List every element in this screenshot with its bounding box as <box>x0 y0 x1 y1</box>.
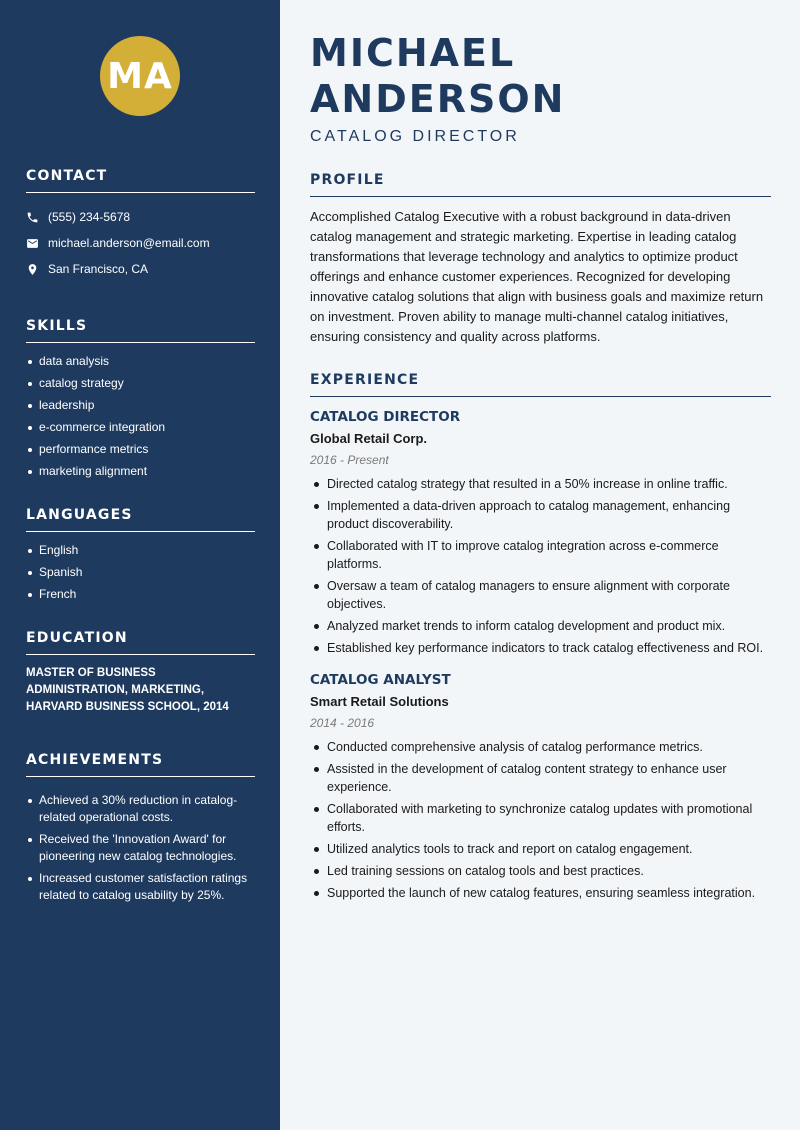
list-item: Directed catalog strategy that resulted in a 50% increase in online traffic. <box>310 475 771 493</box>
list-item: Supported the launch of new catalog features, ensuring seamless integration. <box>310 884 771 902</box>
list-item: French <box>26 586 255 603</box>
avatar: MA <box>100 36 180 116</box>
phone-icon <box>26 211 39 224</box>
list-item: Collaborated with IT to improve catalog integration across e-commerce platforms. <box>310 537 771 573</box>
contact-location <box>26 256 255 282</box>
list-item: Spanish <box>26 564 255 581</box>
achievements-section <box>26 752 255 904</box>
achievements-list <box>26 792 255 904</box>
profile-section <box>310 172 771 347</box>
list-item: leadership <box>26 397 255 414</box>
experience-section <box>310 372 771 902</box>
education-text: MASTER OF BUSINESS ADMINISTRATION, MARKETING, HARVARD BUSINESS SCHOOL, 2014 <box>26 667 229 713</box>
job-bullets <box>310 475 771 657</box>
email-icon <box>26 237 39 250</box>
contact-phone <box>26 204 255 230</box>
list-item: Oversaw a team of catalog managers to ensure alignment with corporate objectives. <box>310 577 771 613</box>
list-item: e-commerce integration <box>26 419 255 436</box>
profile-text: Accomplished Catalog Executive with a robust background in data-driven catalog management and strategic marketing. Expertise in leading catalog transformations that leverage technology and analytics to optimize product offerings and enhance customer experiences. Recognized for developing innovative catalog solutions that align with business goals and maximize return on investment. Proven ability to manage multi-channel catalog initiatives, ensuring consistency and quality across platforms. <box>310 209 764 344</box>
languages-section <box>26 507 255 603</box>
candidate-name: MICHAEL ANDERSON <box>310 31 566 121</box>
experience-heading: EXPERIENCE <box>310 372 771 397</box>
job-entry <box>310 408 771 657</box>
sidebar <box>0 0 280 1130</box>
contact-heading: CONTACT <box>26 168 255 193</box>
education-section <box>26 630 255 716</box>
list-item: performance metrics <box>26 441 255 458</box>
job-title: CATALOG ANALYST <box>310 672 451 688</box>
contact-section <box>26 168 255 282</box>
list-item: Established key performance indicators to track catalog effectiveness and ROI. <box>310 639 771 657</box>
skills-section <box>26 318 255 480</box>
languages-list <box>26 542 255 603</box>
skills-heading: SKILLS <box>26 318 255 343</box>
list-item: Implemented a data-driven approach to catalog management, enhancing product discoverability. <box>310 497 771 533</box>
list-item: catalog strategy <box>26 375 255 392</box>
list-item: Assisted in the development of catalog content strategy to enhance user experience. <box>310 760 771 796</box>
job-dates: 2014 - 2016 <box>310 716 375 730</box>
skills-list <box>26 353 255 480</box>
contact-location-text: San Francisco, CA <box>48 262 149 276</box>
candidate-role: CATALOG DIRECTOR <box>310 128 520 145</box>
list-item: English <box>26 542 255 559</box>
languages-heading: LANGUAGES <box>26 507 255 532</box>
list-item: Increased customer satisfaction ratings related to catalog usability by 25%. <box>26 870 255 904</box>
list-item: Conducted comprehensive analysis of catalog performance metrics. <box>310 738 771 756</box>
achievements-heading: ACHIEVEMENTS <box>26 752 255 777</box>
job-title: CATALOG DIRECTOR <box>310 409 461 425</box>
job-bullets <box>310 738 771 902</box>
profile-heading: PROFILE <box>310 172 771 197</box>
list-item: Led training sessions on catalog tools and best practices. <box>310 862 771 880</box>
list-item: marketing alignment <box>26 463 255 480</box>
list-item: data analysis <box>26 353 255 370</box>
list-item: Analyzed market trends to inform catalog development and product mix. <box>310 617 771 635</box>
contact-email <box>26 230 255 256</box>
contact-list <box>26 204 255 282</box>
list-item: Utilized analytics tools to track and report on catalog engagement. <box>310 840 771 858</box>
list-item: Achieved a 30% reduction in catalog-related operational costs. <box>26 792 255 826</box>
location-icon <box>26 263 39 276</box>
contact-email-text: michael.anderson@email.com <box>48 236 210 250</box>
list-item: Received the 'Innovation Award' for pioneering new catalog technologies. <box>26 831 255 865</box>
company-name: Global Retail Corp. <box>310 431 428 446</box>
job-entry <box>310 671 771 902</box>
contact-phone-text: (555) 234-5678 <box>48 210 131 224</box>
company-name: Smart Retail Solutions <box>310 694 449 709</box>
main-content <box>280 0 800 1130</box>
job-dates: 2016 - Present <box>310 453 389 467</box>
list-item: Collaborated with marketing to synchronize catalog updates with promotional efforts. <box>310 800 771 836</box>
education-heading: EDUCATION <box>26 630 255 655</box>
